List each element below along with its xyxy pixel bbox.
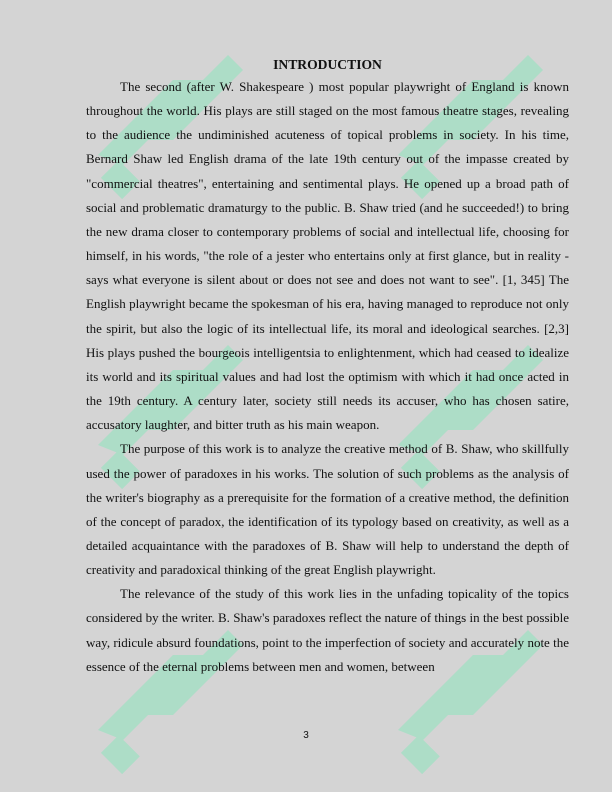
document-body [86,55,569,679]
section-heading: INTRODUCTION [273,57,382,72]
paragraph-introduction: The second (after W. Shakespeare ) most popular playwright of England is known throughout the world. His plays are still staged on the most famous theatre stages, revealing to the audience the undiminished acuteness of topical problems in society. In his time, Bernard Shaw led English drama of the late 19th century out of the impasse created by "commercial theatres", entertaining and sentimental plays. He opened up a broad path of social and problematic dramaturgy to the public. B. Shaw tried (and he succeeded!) to bring the new drama closer to contemporary problems of social and intellectual life, choosing for himself, in his words, "the role of a jester who entertains only at first glance, but in reality - says what everyone is silent about or does not see and does not want to see". [1, 345] The English playwright became the spokesman of his era, having managed to reproduce not only the spirit, but also the logic of its intellectual life, its moral and ideological searches. [2,3] His plays pushed the bourgeois intelligentsia to enlightenment, which had ceased to idealize its world and its spiritual values and had lost the optimism with which it had once acted in the 19th century. A century later, society still needs its accuser, who has chosen satire, accusatory laughter, and bitter truth as his main weapon. [86,79,569,433]
paragraph-purpose: The purpose of this work is to analyze the creative method of B. Shaw, who skillfully used the power of paradoxes in his works. The solution of such problems as the analysis of the writer's biography as a prerequisite for the formation of a creative method, the definition of the concept of paradox, the identification of its typology based on creativity, as well as a detailed acquaintance with the paradoxes of B. Shaw will help to understand the depth of creativity and paradoxical thinking of the great English playwright. [86,441,569,578]
paragraph-relevance: The relevance of the study of this work lies in the unfading topicality of the topics considered by the writer. B. Shaw's paradoxes reflect the nature of things in the best possible way, ridicule absurd foundations, point to the imperfection of society and accurately note the essence of the eternal problems between men and women, between [86,586,569,674]
page-number: 3 [303,730,309,741]
